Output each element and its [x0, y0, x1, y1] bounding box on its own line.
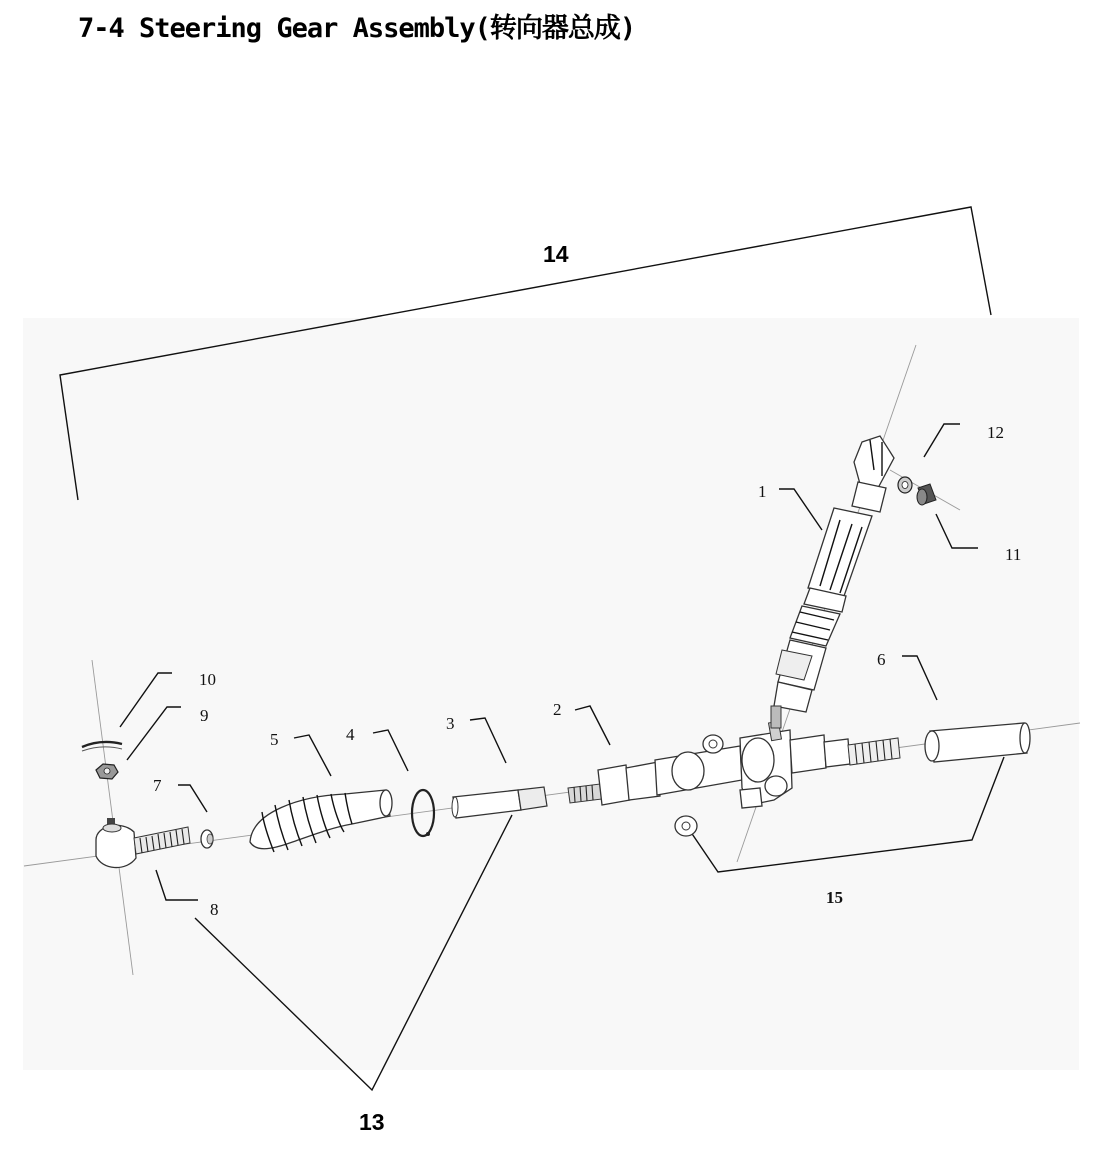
- callout-7: 7: [153, 776, 162, 795]
- washer-icon: [898, 477, 912, 493]
- leader-1-line: [779, 489, 822, 530]
- leader-13-line: [195, 815, 512, 1090]
- callout-5: 5: [270, 730, 279, 749]
- leader-6-line: [902, 656, 937, 700]
- leader-4-line: [373, 730, 408, 771]
- leader-11-line: [936, 514, 978, 548]
- callout-4: 4: [346, 725, 355, 744]
- leader-8-line: [156, 870, 198, 900]
- callout-11: 11: [1005, 545, 1022, 564]
- leader-5-line: [294, 735, 331, 776]
- bracket-14-line: [60, 207, 991, 500]
- callout-12: 12: [987, 423, 1004, 442]
- leader-12-line: [924, 424, 960, 457]
- rack-tube-sleeve-icon: [925, 723, 1030, 762]
- callout-13: 13: [359, 1109, 385, 1135]
- steering-rack-housing-icon: [568, 721, 900, 836]
- callout-9: 9: [200, 706, 209, 725]
- callout-14: 14: [543, 241, 569, 267]
- dust-boot-bellows-icon: [250, 790, 392, 852]
- callout-2: 2: [553, 700, 562, 719]
- tie-rod-end-icon: [96, 818, 190, 868]
- steering-column-universal-joint-icon: [771, 436, 894, 728]
- leader-2-line: [575, 706, 610, 745]
- bolt-icon: [917, 484, 936, 505]
- callout-1: 1: [758, 482, 767, 501]
- page-title: 7-4 Steering Gear Assembly(转向器总成): [78, 13, 636, 44]
- leader-10-line: [120, 673, 172, 727]
- lock-nut-icon: [201, 830, 213, 848]
- leader-9-line: [127, 707, 181, 760]
- callout-6: 6: [877, 650, 886, 669]
- leader-7-line: [178, 785, 207, 812]
- inner-tie-rod-sleeve-icon: [452, 787, 547, 818]
- tie-rod-end-axis-line: [92, 660, 133, 975]
- callout-15: 15: [826, 888, 843, 907]
- callout-10: 10: [199, 670, 216, 689]
- leader-3-line: [470, 718, 506, 763]
- callout-3: 3: [446, 714, 455, 733]
- castle-nut-icon: [96, 764, 118, 779]
- cotter-pin-icon: [82, 742, 122, 751]
- callout-8: 8: [210, 900, 219, 919]
